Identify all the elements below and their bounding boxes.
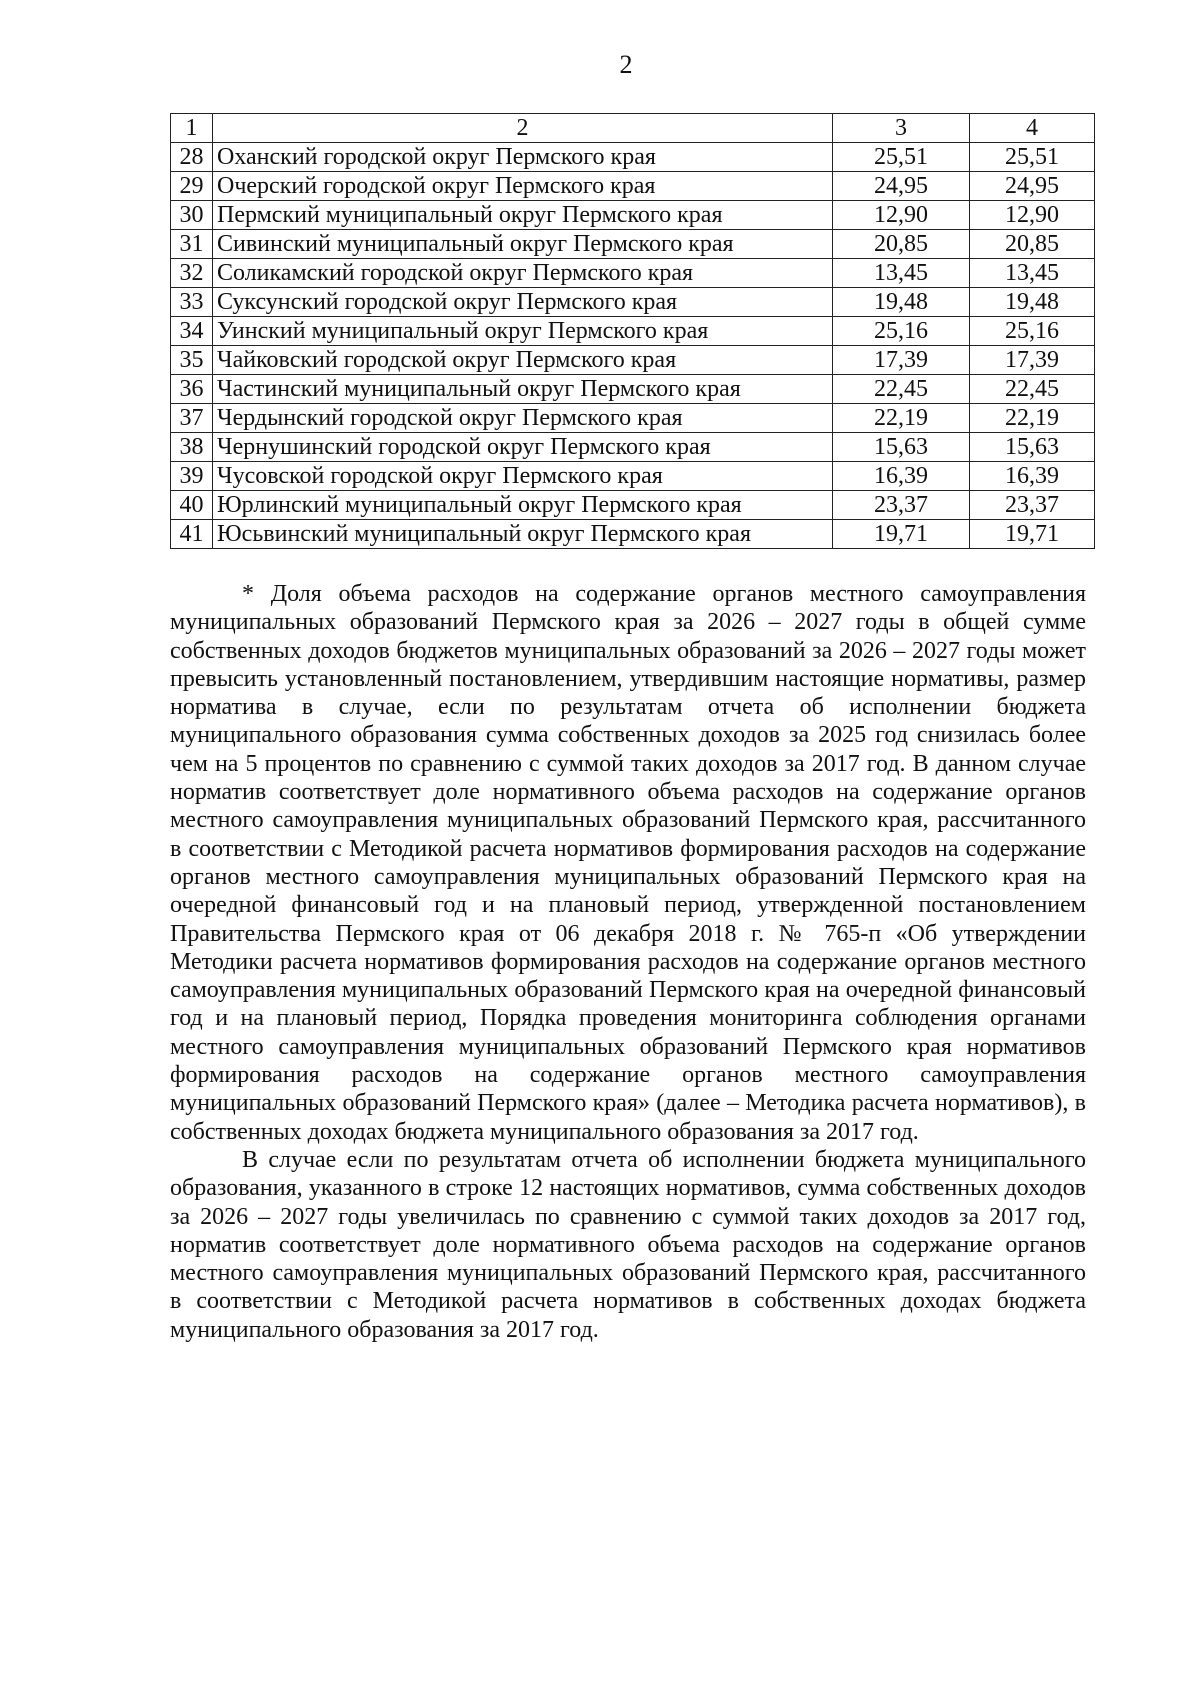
paragraph-second: В случае если по результатам отчета об исполнении бюджета муниципального образования, указанного в строке 12 настоящих нормативов, сумма собственных доходов за 2026 – 2027 годы увеличилась по сравнению с суммой таких доходов за 2017 год, норматив соответствует доле нормативного объема расходов на содержание органов местного самоуправления муниципальных образований Пермского края, рассчитанного в соответствии с Методикой расчета нормативов в собственных доходах бюджета муниципального образования за 2017 год. [170, 1146, 1086, 1343]
municipality-name-cell: Юрлинский муниципальный округ Пермского края [213, 491, 833, 520]
value-col3-cell: 13,45 [833, 259, 970, 288]
municipality-name-cell: Уинский муниципальный округ Пермского края [213, 317, 833, 346]
value-col3-cell: 20,85 [833, 230, 970, 259]
table-row [171, 317, 1095, 346]
value-col3-cell: 16,39 [833, 462, 970, 491]
municipality-name-cell: Пермский муниципальный округ Пермского края [213, 201, 833, 230]
header-cell-4: 4 [970, 114, 1095, 143]
municipality-name-cell: Чусовской городской округ Пермского края [213, 462, 833, 491]
header-cell-1: 1 [171, 114, 213, 143]
value-col4-cell: 25,51 [970, 143, 1095, 172]
municipality-name-cell: Чайковский городской округ Пермского края [213, 346, 833, 375]
value-col4-cell: 12,90 [970, 201, 1095, 230]
row-number-cell: 31 [171, 230, 213, 259]
table-row [171, 520, 1095, 549]
value-col4-cell: 23,37 [970, 491, 1095, 520]
municipality-name-cell: Оханский городской округ Пермского края [213, 143, 833, 172]
page-number: 2 [619, 50, 633, 79]
row-number-cell: 28 [171, 143, 213, 172]
value-col3-cell: 19,48 [833, 288, 970, 317]
header-cell-2: 2 [213, 114, 833, 143]
value-col3-cell: 19,71 [833, 520, 970, 549]
row-number-cell: 30 [171, 201, 213, 230]
row-number-cell: 37 [171, 404, 213, 433]
value-col3-cell: 24,95 [833, 172, 970, 201]
table-row [171, 346, 1095, 375]
value-col3-cell: 22,45 [833, 375, 970, 404]
table-row [171, 259, 1095, 288]
row-number-cell: 29 [171, 172, 213, 201]
table-row [171, 433, 1095, 462]
value-col3-cell: 25,16 [833, 317, 970, 346]
table-row [171, 143, 1095, 172]
row-number-cell: 38 [171, 433, 213, 462]
value-col4-cell: 24,95 [970, 172, 1095, 201]
value-col4-cell: 13,45 [970, 259, 1095, 288]
table-row [171, 462, 1095, 491]
value-col4-cell: 16,39 [970, 462, 1095, 491]
value-col4-cell: 25,16 [970, 317, 1095, 346]
value-col4-cell: 22,45 [970, 375, 1095, 404]
municipality-name-cell: Юсьвинский муниципальный округ Пермского края [213, 520, 833, 549]
municipality-name-cell: Чернушинский городской округ Пермского края [213, 433, 833, 462]
municipality-name-cell: Соликамский городской округ Пермского края [213, 259, 833, 288]
value-col3-cell: 15,63 [833, 433, 970, 462]
row-number-cell: 36 [171, 375, 213, 404]
value-col3-cell: 22,19 [833, 404, 970, 433]
footnote-text [170, 580, 1086, 1344]
header-cell-3: 3 [833, 114, 970, 143]
value-col3-cell: 23,37 [833, 491, 970, 520]
table-row [171, 491, 1095, 520]
row-number-cell: 33 [171, 288, 213, 317]
value-col4-cell: 17,39 [970, 346, 1095, 375]
municipality-name-cell: Частинский муниципальный округ Пермского края [213, 375, 833, 404]
row-number-cell: 34 [171, 317, 213, 346]
row-number-cell: 39 [171, 462, 213, 491]
value-col4-cell: 20,85 [970, 230, 1095, 259]
table-row [171, 172, 1095, 201]
table-row [171, 230, 1095, 259]
value-col4-cell: 15,63 [970, 433, 1095, 462]
value-col3-cell: 17,39 [833, 346, 970, 375]
row-number-cell: 32 [171, 259, 213, 288]
municipality-name-cell: Сивинский муниципальный округ Пермского края [213, 230, 833, 259]
row-number-cell: 41 [171, 520, 213, 549]
municipality-name-cell: Чердынский городской округ Пермского края [213, 404, 833, 433]
table-header-row [171, 114, 1095, 143]
value-col3-cell: 25,51 [833, 143, 970, 172]
municipality-name-cell: Очерский городской округ Пермского края [213, 172, 833, 201]
municipality-name-cell: Суксунский городской округ Пермского края [213, 288, 833, 317]
table-row [171, 375, 1095, 404]
norms-table [170, 113, 1095, 549]
row-number-cell: 40 [171, 491, 213, 520]
value-col3-cell: 12,90 [833, 201, 970, 230]
paragraph-footnote: * Доля объема расходов на содержание органов местного самоуправления муниципальных образований Пермского края за 2026 – 2027 годы в общей сумме собственных доходов бюджетов муниципальных образований за 2026 – 2027 годы может превысить установленный постановлением, утвердившим настоящие нормативы, размер норматива в случае, если по результатам отчета об исполнении бюджета муниципального образования сумма собственных доходов за 2025 год снизилась более чем на 5 процентов по сравнению с суммой таких доходов за 2017 год. В данном случае норматив соответствует доле нормативного объема расходов на содержание органов местного самоуправления муниципальных образований Пермского края, рассчитанного в соответствии с Методикой расчета нормативов формирования расходов на содержание органов местного самоуправления муниципальных образований Пермского края на очередной финансовый год и на плановый период, утвержденной постановлением Правительства Пермского края от 06 декабря 2018 г. № 765-п «Об утверждении Методики расчета нормативов формирования расходов на содержание органов местного самоуправления муниципальных образований Пермского края на очередной финансовый год и на плановый период, Порядка проведения мониторинга соблюдения органами местного самоуправления муниципальных образований Пермского края нормативов формирования расходов на содержание органов местного самоуправления муниципальных образований Пермского края» (далее – Методика расчета нормативов), в собственных доходах бюджета муниципального образования за 2017 год. [170, 581, 1086, 1145]
table-row [171, 404, 1095, 433]
row-number-cell: 35 [171, 346, 213, 375]
table-row [171, 288, 1095, 317]
value-col4-cell: 19,48 [970, 288, 1095, 317]
table-row [171, 201, 1095, 230]
value-col4-cell: 19,71 [970, 520, 1095, 549]
value-col4-cell: 22,19 [970, 404, 1095, 433]
